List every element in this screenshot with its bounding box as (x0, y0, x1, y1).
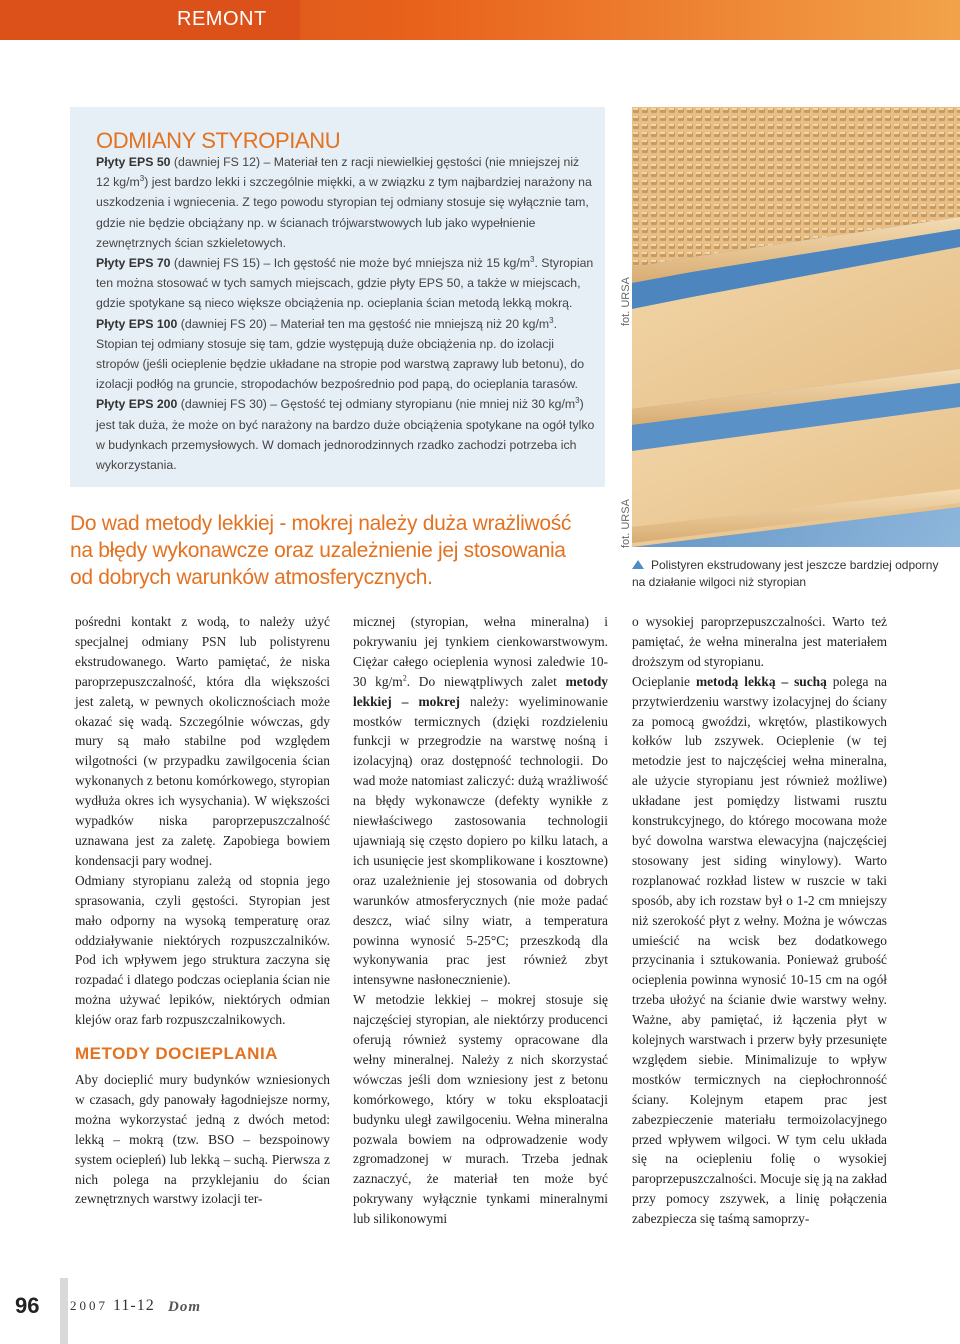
superscript: 3 (549, 315, 554, 325)
text-run: micznej (styropian, wełna mineralna) i pokrywaniu jej tynkiem cienkowarstwowym. Ciężar całego ocieplenia wynosi zaledwie 10-30 kg/m (353, 614, 608, 689)
sidebar-item-lead: Płyty EPS 70 (96, 256, 171, 271)
caption-triangle-icon (632, 560, 644, 569)
sidebar-item-text: . Styropian ten można stosować w tych samych miejscach, gdzie płyty EPS 50, a także w miejscach, gdzie spotykane są nieco większe obciążenia np. ocieplania ścian metodą lekką mokrą. (96, 256, 594, 311)
footer-bar (60, 1278, 68, 1344)
photo-credit: fot. URSA (620, 499, 632, 548)
section-heading: METODY DOCIEPLANIA (75, 1044, 278, 1064)
sidebar-item-text: (dawniej FS 12) – Materiał ten z racji niewielkiej gęstości (nie mniejszej niż 12 kg/m (96, 155, 580, 190)
header-bar (0, 0, 960, 40)
photo-illustration (632, 107, 960, 547)
paragraph: W metodzie lekkiej – mokrej stosuje się najczęściej styropian, ale niektórzy producenci oferują również systemy opracowane dla wełny mineralnej. Należy z nich skorzystać wówczas jeśli dom wzniesiony jest z betonu komórkowego, który w toku eksploatacji budynku uległ zawilgoceniu. Wełna mineralna pozwala bowiem na odprowadzenie wody zgromadzonej w murach. Trzeba jednak zaznaczyć, że materiał ten może być pokrywany wyłącznie tynkami mineralnymi lub silikonowymi (353, 992, 608, 1227)
bold-term: metodą lekką – suchą (695, 673, 827, 689)
photo-polystyrene-boards (632, 107, 960, 547)
sidebar-item-text: . Stopian tej odmiany stosuje się tam, gdzie występują duże obciążenia np. do izolacji stropów (jeśli ocieplenie będzie układane na stropie pod warstwą zaprawy lub betonu), do izolacji podłóg na gruncie, stropodachów bezpośrednio pod papą, do ocieplania tarasów. (96, 316, 585, 392)
sidebar-item (96, 152, 596, 253)
article-column-3 (632, 612, 887, 1229)
paragraph (353, 612, 608, 990)
paragraph: o wysokiej paroprzepuszczalności. Warto też pamiętać, że wełna mineralna jest materiałem droższym od styropianu. (632, 614, 887, 669)
sidebar-item-text: (dawniej FS 15) – Ich gęstość nie może być mniejsza niż 15 kg/m (170, 256, 531, 271)
superscript: 3 (530, 254, 535, 264)
text-run: należy: wyeliminowanie mostków termicznych (dzięki rozdzieleniu funkcji w przegrodzie na warstwę nośną i izolacyjną) oraz dostępność technologii. Do wad może natomiast zaliczyć: dużą wrażliwość na błędy wykonawcze (defekty wynikłe z niewłaściwego zastosowania technologii ujawniają się często dopiero po kilku latach, a ich usunięcie jest skomplikowane i kosztowne) oraz uzależnienie jej stosowania od dobrych warunków atmosferycznych (nie może padać deszcz, wiać silny wiatr, a temperatura powinna wynosić 5-25°C; przeszkodą dla wykonywania prac jest również zbyt intensywne nasłonecznienie). (353, 693, 608, 988)
sidebar-item-lead: Płyty EPS 100 (96, 316, 178, 331)
issue-number: 11-12 (113, 1297, 155, 1314)
sidebar-item-text: ) jest tak duża, że może on być narażony na bardzo duże obciążenia spotykane na ogół tylko w budynkach przemysłowych. W domach jednorodzinnych rzadko zachodzi potrzeba ich wykorzystania. (96, 397, 595, 473)
text-run: Ocieplanie (632, 673, 696, 689)
pull-quote: Do wad metody lekkiej - mokrej należy duża wrażliwość na błędy wykonawcze oraz uzależnienie jej stosowania od dobrych warunków atmosferycznych. (70, 512, 572, 589)
sidebar-box-text (96, 152, 596, 475)
sidebar-box-title: ODMIANY STYROPIANU (96, 128, 341, 153)
superscript: 3 (575, 396, 580, 406)
sidebar-item-text: (dawniej FS 30) – Gęstość tej odmiany styropianu (nie mniej niż 30 kg/m (177, 397, 576, 412)
paragraph (632, 672, 887, 1229)
superscript: 2 (402, 673, 407, 683)
issue-info (70, 1297, 155, 1315)
bold-term: metody lekkiej – mokrej (353, 673, 608, 709)
article-column-2 (353, 612, 608, 1229)
issue-year: 2007 (70, 1298, 108, 1313)
section-tag (0, 0, 300, 40)
section-tag-label: REMONT (177, 8, 267, 30)
paragraph: Odmiany styropianu zależą od stopnia jego sprasowania, czyli gęstości. Styropian jest mało odporny na wysoką temperaturę oraz oddziaływanie niektórych rozpuszczalników. Pod ich wpływem jego struktura zaczyna się rozpadać i dlatego podczas ocieplania ścian nie można używać lepików, niektórych odmian klejów oraz farb rozpuszczalnikowych. (75, 872, 330, 1028)
sidebar-item-lead: Płyty EPS 50 (96, 155, 171, 169)
photo-credit: fot. URSA (620, 277, 632, 326)
photo-caption (632, 557, 952, 591)
text-run: polega na przytwierdzeniu warstwy izolacyjnej do ściany za pomocą gwoździ, wkrętów, plastikowych kołków lub zszywek. Ocieplenie (w tej metodzie jest to najczęściej wełna mineralna, ale użycie styropianu jest również możliwe) układane jest pomiędzy listwami rusztu konstrukcyjnego, do którego mocowana może być dowolna warstwa elewacyjna (najczęściej stosowany jest siding winylowy). Warto rozplanować rozkład listew w ruszcie w taki sposób, aby ich rozstaw był o 1-2 cm mniejszy niż szerokość płyt z wełny. Można je wówczas umieścić na wcisk bez dodatkowego przycinania i sztukowania. Ponieważ grubość ocieplenia powinna wynosić 10-15 cm na ogół trzeba ułożyć na ścianie dwie warstwy wełny. Ważne, aby pamiętać, iż łączenia płyt w kolejnych warstwach i przerw były przesunięte względem siebie. Minimalizuje to wpływ mostków termicznych na ciepłochronność ściany. Kolejnym etapem prac jest zabezpieczenie materiału termoizolacyjnego przed wpływem wilgoci. W tym celu układa się na ociepleniu folię o wysokiej paroprzepuszczalności. Mocuje się ją na zakład przy pomocy zszywek, a linię połączenia zabezpiecza się taśmą samoprzy- (632, 673, 888, 1227)
sidebar-item-text: ) jest bardzo lekki i szczególnie miękki, a w związku z tym najbardziej narażony na uszkodzenia i wgniecenia. Z tego powodu styropian tej odmiany stosuje się wyłącznie tam, gdzie nie będzie obciążany np. w ścianach trójwarstwowych lub jako wypełnienie zewnętrznych ścian szkieletowych. (96, 175, 592, 250)
sidebar-item-lead: Płyty EPS 200 (96, 397, 178, 412)
sidebar-item (96, 253, 596, 314)
page-number: 96 (15, 1293, 40, 1318)
photo-caption-text: Polistyren ekstrudowany jest jeszcze bardziej odporny na działanie wilgoci niż styropian (632, 558, 939, 589)
magazine-logo: Dom (168, 1299, 201, 1315)
paragraph: Aby docieplić mury budynków wzniesionych w czasach, gdy panowały łagodniejsze normy, można wykorzystać jedną z dwóch metod: lekką – mokrą (tzw. BSO – bezspoinowy system ociepleń) lub lekką – suchą. Pierwsza z nich polega na przyklejaniu do ścian zewnętrznych warstwy izolacji ter- (75, 1072, 330, 1207)
sidebar-item (96, 394, 596, 475)
article-column-1 (75, 612, 330, 1209)
text-run: . Do niewątpliwych zalet (406, 673, 566, 689)
sidebar-item (96, 314, 596, 395)
sidebar-item-text: (dawniej FS 20) – Materiał ten ma gęstość nie mniejszą niż 20 kg/m (177, 316, 550, 331)
superscript: 3 (139, 174, 145, 184)
paragraph: pośredni kontakt z wodą, to należy użyć specjalnej odmiany PSN lub polistyrenu ekstrudowanego. Warto pamiętać, że niska paroprzepuszczalność, która dla większości jest zaletą, w pewnych okolicznościach może okazać się wadą. Szczególnie wówczas, gdy mury są mało stabilne pod względem wilgotności (w przypadku zawilgocenia ścian wykonanych z betonu komórkowego, styropian wydłuża okres ich wysychania). W większości wypadków niska paroprzepuszczalność uznawana jest za zaletę. Zapobiega bowiem kondensacji pary wodnej. (75, 614, 330, 868)
